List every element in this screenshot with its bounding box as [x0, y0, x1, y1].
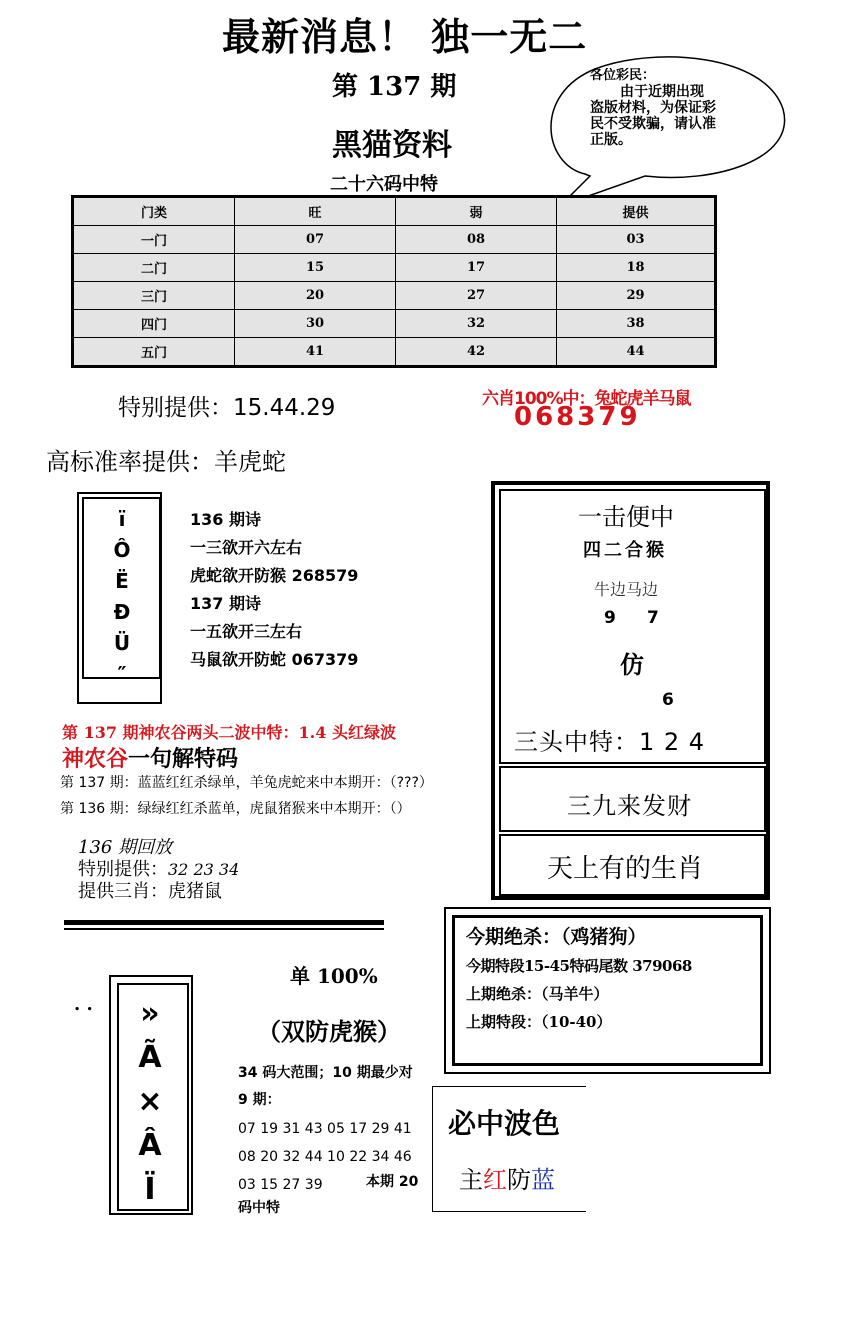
wave-main: 主 — [459, 1166, 483, 1194]
table-row — [73, 226, 716, 254]
special-value: 15.44.29 — [233, 395, 336, 421]
shennong-line-137: 第 137 期：蓝蓝红红杀绿单，羊兔虎蛇来中本期开：（???） — [60, 775, 433, 791]
table-header: 提供 — [557, 197, 716, 226]
poem-glyphs — [107, 504, 137, 690]
table-cell: 27 — [396, 282, 557, 310]
shennong-brand-rest: 一句解特码 — [128, 746, 239, 772]
wave-title: 必中波色 — [448, 1107, 561, 1140]
divider — [64, 928, 384, 930]
six-xiao-numbers: 068379 — [514, 402, 641, 432]
yiji-char: 仿 — [620, 651, 644, 679]
bubble-line1: 各位彩民： — [590, 68, 656, 83]
table-cell: 四门 — [73, 310, 235, 338]
three-head: 三头中特：1 2 4 — [514, 728, 706, 756]
glyph: × — [137, 1084, 163, 1119]
poems — [190, 506, 358, 674]
table-cell: 15 — [235, 254, 396, 282]
divider — [64, 920, 384, 925]
bubble-line5: 正版。 — [590, 132, 632, 148]
table-cell: 一门 — [73, 226, 235, 254]
table-cell: 30 — [235, 310, 396, 338]
yiji-hint: 牛边马边 — [594, 580, 659, 599]
table-cell: 17 — [396, 254, 557, 282]
dots: . . — [74, 994, 93, 1015]
poem-glyph-box — [77, 492, 162, 704]
kill-line1: 今期绝杀：（鸡猪狗） — [466, 926, 647, 948]
wave-line — [459, 1160, 555, 1195]
dan-nums-line3: 03 15 27 39 — [238, 1177, 323, 1193]
replay-three: 提供三肖：虎猪鼠 — [78, 881, 222, 902]
glyph: Ï — [144, 1172, 156, 1207]
table-header-row — [73, 197, 716, 226]
table-header: 旺 — [235, 197, 396, 226]
table-cell: 38 — [557, 310, 716, 338]
table-cell: 18 — [557, 254, 716, 282]
dan-range — [238, 1060, 413, 1114]
yiji-subtitle: 四二合猴 — [583, 540, 667, 561]
table-cell: 03 — [557, 226, 716, 254]
issue-number: 第 137 期 — [332, 72, 457, 102]
kill-box-text — [466, 922, 692, 1036]
dan-range-line2: 9 期： — [238, 1092, 281, 1108]
glyph: ″ — [117, 662, 127, 686]
table-cell: 三门 — [73, 282, 235, 310]
subtitle: 黑猫资料 — [332, 128, 452, 163]
table-title: 二十六码中特 — [330, 174, 438, 195]
replay-special: 特别提供：32 23 34 — [78, 859, 240, 880]
glyph: Ð — [113, 600, 131, 624]
table-row — [73, 310, 716, 338]
replay-block — [78, 837, 239, 903]
glyph: » — [140, 996, 160, 1031]
poem-136-line1: 一三欲开六左右 — [190, 538, 303, 557]
table-header: 弱 — [396, 197, 557, 226]
poem-136-line2: 虎蛇欲开防猴 268579 — [190, 566, 359, 585]
kill-line2: 今期特段15-45特码尾数 379068 — [466, 957, 692, 975]
shennong-line-136: 第 136 期：绿绿红红杀蓝单，虎鼠猪猴来中本期开：（） — [60, 801, 411, 817]
glyph: Ë — [115, 569, 129, 593]
dan-sub: （双防虎猴） — [257, 1017, 401, 1046]
poem-137-line2: 马鼠欲开防蛇 067379 — [190, 650, 359, 669]
wave-fang: 防 — [507, 1166, 531, 1194]
glyph: Ü — [113, 631, 131, 655]
dan-nums-line2: 08 20 32 44 10 22 34 46 — [238, 1149, 412, 1165]
dan-range-line1: 34 码大范围；10 期最少对 — [238, 1065, 413, 1081]
poem-137-title: 137 期诗 — [190, 594, 261, 613]
page-title: 最新消息！ 独一无二 — [222, 14, 588, 59]
kill-line4: 上期特段：（10-40） — [466, 1013, 612, 1031]
special-label: 特别提供： — [118, 395, 233, 421]
special-provided — [118, 389, 335, 422]
san-jiu: 三九来发财 — [567, 792, 692, 820]
dan-title: 单 100% — [290, 964, 378, 988]
table-cell: 07 — [235, 226, 396, 254]
dan-tail1: 本期 20 — [366, 1174, 419, 1190]
shennong-brand-red: 神农谷 — [62, 746, 129, 772]
number-table — [71, 195, 717, 368]
table-cell: 41 — [235, 338, 396, 367]
high-accuracy: 高标准率提供：羊虎蛇 — [46, 448, 286, 476]
replay-title: 136 期回放 — [78, 837, 173, 858]
table-cell: 五门 — [73, 338, 235, 367]
table-row — [73, 254, 716, 282]
six-xiao-headline: 六肖100%中：兔蛇虎羊马鼠 — [482, 389, 691, 409]
yiji-title: 一击便中 — [578, 503, 674, 531]
table-cell: 二门 — [73, 254, 235, 282]
bubble-line4: 民不受欺骗，请认准 — [590, 116, 716, 132]
yiji-num-bottom: 6 — [662, 690, 674, 710]
glyph: Â — [138, 1128, 162, 1163]
table-row — [73, 282, 716, 310]
bubble-text — [590, 68, 750, 152]
table-cell: 44 — [557, 338, 716, 367]
glyph: Ã — [138, 1040, 162, 1075]
poem-137-line1: 一五欲开三左右 — [190, 622, 303, 641]
dan-nums-line1: 07 19 31 43 05 17 29 41 — [238, 1121, 412, 1137]
shennong-headline: 第 137 期神农谷两头二波中特：1.4 头红绿波 — [62, 723, 396, 742]
yiji-num-right: 7 — [647, 608, 659, 628]
table-cell: 32 — [396, 310, 557, 338]
kill-line3: 上期绝杀：（马羊牛） — [466, 985, 609, 1003]
dan-tail2: 码中特 — [238, 1200, 280, 1216]
table-cell: 42 — [396, 338, 557, 367]
glyph-box-2-glyphs — [130, 992, 170, 1212]
table-header: 门类 — [73, 197, 235, 226]
wave-red: 红 — [483, 1166, 507, 1194]
table-cell: 08 — [396, 226, 557, 254]
wave-blue: 蓝 — [531, 1166, 555, 1194]
glyph: ï — [118, 507, 126, 531]
poem-136-title: 136 期诗 — [190, 510, 261, 529]
tianshang: 天上有的生肖 — [547, 854, 704, 884]
bubble-line2: 由于近期出现 — [620, 84, 704, 100]
table-row — [73, 338, 716, 367]
yiji-num-left: 9 — [604, 608, 616, 628]
table-cell: 29 — [557, 282, 716, 310]
bubble-line3: 盗版材料，为保证彩 — [590, 100, 716, 116]
table-cell: 20 — [235, 282, 396, 310]
glyph: Ô — [113, 538, 131, 562]
shennong-brand — [62, 742, 238, 773]
